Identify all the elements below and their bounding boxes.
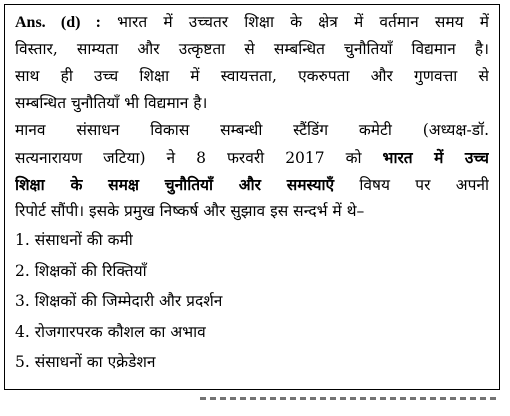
- answer-bold-title-part-1: भारत में उच्च: [382, 148, 489, 167]
- answer-line-8: रिपोर्ट सौंपी। इसके प्रमुख निष्कर्ष और सुझाव इस सन्दर्भ में थे–: [15, 202, 365, 220]
- list-item: 2. शिक्षकों की रिक्तियाँ: [15, 261, 147, 280]
- answer-line-1: [15, 9, 489, 36]
- list-item: 3. शिक्षकों की जिम्मेदारी और प्रदर्शन: [15, 292, 223, 310]
- answer-line-5: मानव संसाधन विकास सम्बन्धी स्टैंडिंग कमेटी (अध्यक्ष-डॉ.: [15, 121, 489, 139]
- list-item: 1. संसाधनों की कमी: [15, 231, 133, 249]
- list-item: 4. रोजगारपरक कौशल का अभाव: [15, 322, 206, 341]
- answer-bold-title-part-2: शिक्षा के समक्ष चुनौतियाँ और समस्याएँ: [15, 175, 335, 194]
- answer-text-7: विषय पर अपनी: [334, 176, 489, 194]
- answer-text-1: भारत में उच्चतर शिक्षा के क्षेत्र में वर्तमान समय में: [101, 13, 489, 31]
- answer-line-2: विस्तार, साम्यता और उत्कृष्टता से सम्बन्धित चुनौतियाँ विद्यमान है।: [15, 40, 489, 58]
- answer-box: [4, 4, 500, 390]
- answer-line-4: सम्बन्धित चुनौतियाँ भी विद्यमान है।: [15, 94, 208, 112]
- answer-text-6: सत्यनारायण जटिया) ने 8 फरवरी 2017 को: [15, 149, 383, 167]
- cut-off-next-line: [200, 397, 500, 400]
- answer-line-6: [15, 144, 489, 171]
- answer-line-3: साथ ही उच्च शिक्षा में स्वायत्तता, एकरुपता और गुणवत्ता से: [15, 67, 489, 85]
- answer-label: Ans. (d) :: [15, 14, 101, 31]
- answer-line-7: [15, 171, 489, 198]
- list-item: 5. संसाधनों का एक्रेडेशन: [15, 353, 156, 371]
